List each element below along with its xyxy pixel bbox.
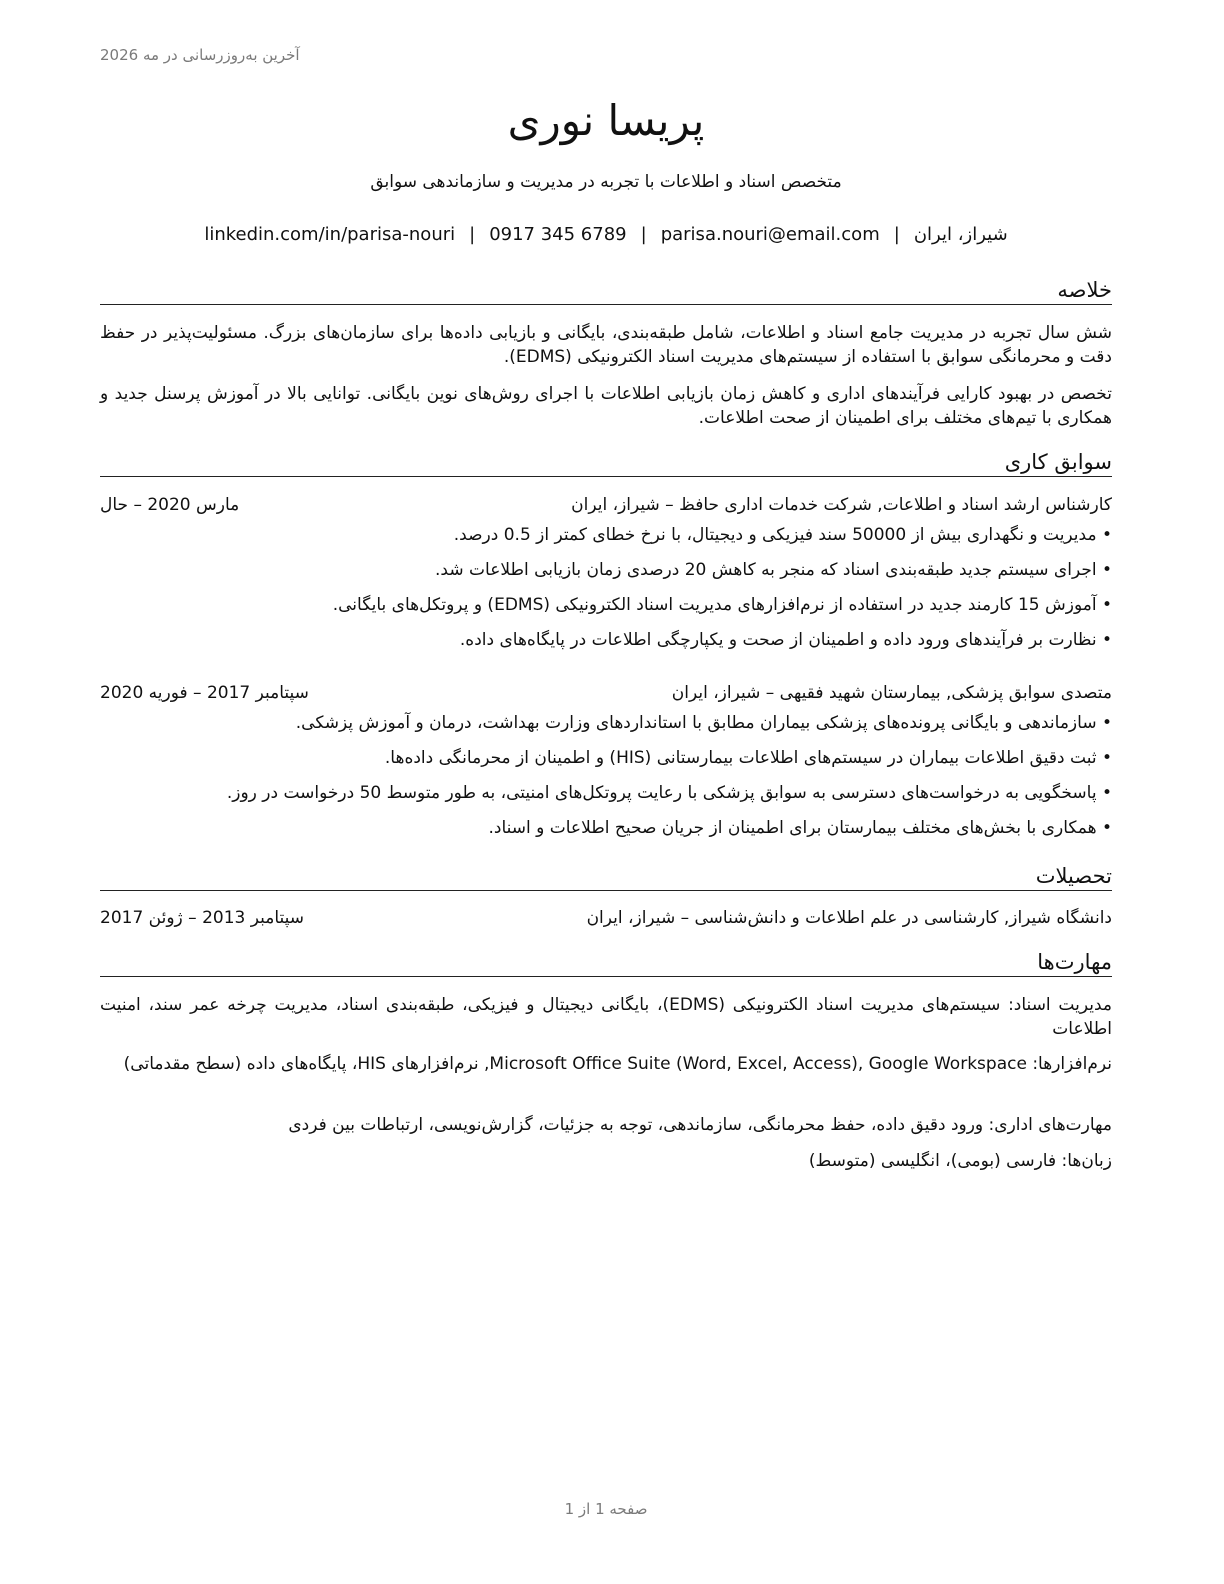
contact-phone[interactable]: 0917 345 6789 [489, 224, 627, 245]
skill-line-languages: زبان‌ها: فارسی (بومی)، انگلیسی (متوسط) [808, 1151, 1112, 1171]
list-item: • ثبت دقیق اطلاعات بیماران در سیستم‌های اطلاعات بیمارستانی (HIS) و اطمینان از محرمانگی داده‌ها. [384, 748, 1112, 768]
contact-linkedin[interactable]: linkedin.com/in/parisa-nouri [204, 224, 456, 245]
education-heading: تحصیلات [100, 862, 1112, 891]
skill-line-software: نرم‌افزارها: Microsoft Office Suite (Word, Excel, Access), Google Workspace, نرم‌افزارهای HIS، پایگاه‌های داده (سطح مقدماتی) [123, 1054, 1112, 1074]
candidate-name: پریسا نوری [507, 96, 705, 145]
job-bullets [100, 518, 1112, 658]
contact-line [100, 224, 1112, 245]
contact-separator: | [640, 224, 647, 245]
contact-location: شیراز، ایران [913, 224, 1008, 245]
job-header [100, 493, 1112, 517]
skill-line-admin: مهارت‌های اداری: ورود دقیق داده، حفظ محرمانگی، سازماندهی، توجه به جزئیات، گزارش‌نویسی، ارتباطات بین فردی [288, 1115, 1112, 1135]
education-entry [100, 906, 1112, 930]
job-dates: مارس 2020 – حال [100, 495, 240, 515]
page-number: صفحه 1 از 1 [564, 1500, 648, 1518]
skill-line-documents: مدیریت اسناد: سیستم‌های مدیریت اسناد الکترونیکی (EDMS)، بایگانی دیجیتال و فیزیکی، طبقه‌بندی اسناد، مدیریت چرخه عمر سند، امنیت اطلاعات [100, 995, 1112, 1039]
contact-separator: | [893, 224, 900, 245]
list-item: • پاسخگویی به درخواست‌های دسترسی به سوابق پزشکی با رعایت پروتکل‌های امنیتی، به طور متوسط 50 درخواست در روز. [226, 783, 1112, 803]
job-header [100, 681, 1112, 705]
contact-separator: | [469, 224, 476, 245]
job-title: متصدی سوابق پزشکی, بیمارستان شهید فقیهی – شیراز، ایران [671, 683, 1112, 703]
list-item: • سازماندهی و بایگانی پرونده‌های پزشکی بیماران مطابق با استانداردهای وزارت بهداشت، درمان و آموزش پزشکی. [295, 713, 1112, 733]
job-bullets [100, 706, 1112, 846]
list-item: • همکاری با بخش‌های مختلف بیمارستان برای اطمینان از جریان صحیح اطلاعات و اسناد. [488, 818, 1112, 838]
summary-paragraph-2: تخصص در بهبود کارایی فرآیندهای اداری و کاهش زمان بازیابی اطلاعات با اجرای روش‌های نوین بایگانی. توانایی بالا در آموزش پرسنل جدید و همکاری با تیم‌های مختلف برای اطمینان از صحت اطلاعات. [100, 384, 1112, 428]
summary-heading: خلاصه [100, 276, 1112, 305]
list-item: • مدیریت و نگهداری بیش از 50000 سند فیزیکی و دیجیتال، با نرخ خطای کمتر از 0.5 درصد. [453, 525, 1112, 545]
summary-paragraph-1: شش سال تجربه در مدیریت جامع اسناد و اطلاعات، شامل طبقه‌بندی، بایگانی و بازیابی داده‌ها برای سازمان‌های بزرگ. مسئولیت‌پذیر در حفظ دقت و محرمانگی سوابق با استفاده از سیستم‌های مدیریت اسناد الکترونیکی (EDMS). [100, 323, 1112, 367]
job-dates: سپتامبر 2017 – فوریه 2020 [100, 683, 309, 703]
skills-heading: مهارت‌ها [100, 948, 1112, 977]
last-updated-note: آخرین به‌روزرسانی در مه 2026 [100, 46, 300, 64]
job-title: کارشناس ارشد اسناد و اطلاعات, شرکت خدمات اداری حافظ – شیراز، ایران [571, 495, 1112, 515]
list-item: • نظارت بر فرآیندهای ورود داده و اطمینان از صحت و یکپارچگی اطلاعات در پایگاه‌های داده. [459, 630, 1112, 650]
list-item: • اجرای سیستم جدید طبقه‌بندی اسناد که منجر به کاهش 20 درصدی زمان بازیابی اطلاعات شد. [435, 560, 1112, 580]
list-item: • آموزش 15 کارمند جدید در استفاده از نرم‌افزارهای مدیریت اسناد الکترونیکی (EDMS) و پروتکل‌های بایگانی. [332, 595, 1112, 615]
experience-heading: سوابق کاری [100, 448, 1112, 477]
resume-page [100, 0, 1112, 1584]
education-dates: سپتامبر 2013 – ژوئن 2017 [100, 908, 305, 928]
education-title: دانشگاه شیراز, کارشناسی در علم اطلاعات و دانش‌شناسی – شیراز، ایران [586, 908, 1112, 928]
contact-email[interactable]: parisa.nouri@email.com [660, 224, 880, 245]
candidate-subtitle: متخصص اسناد و اطلاعات با تجربه در مدیریت و سازماندهی سوابق [370, 172, 842, 192]
